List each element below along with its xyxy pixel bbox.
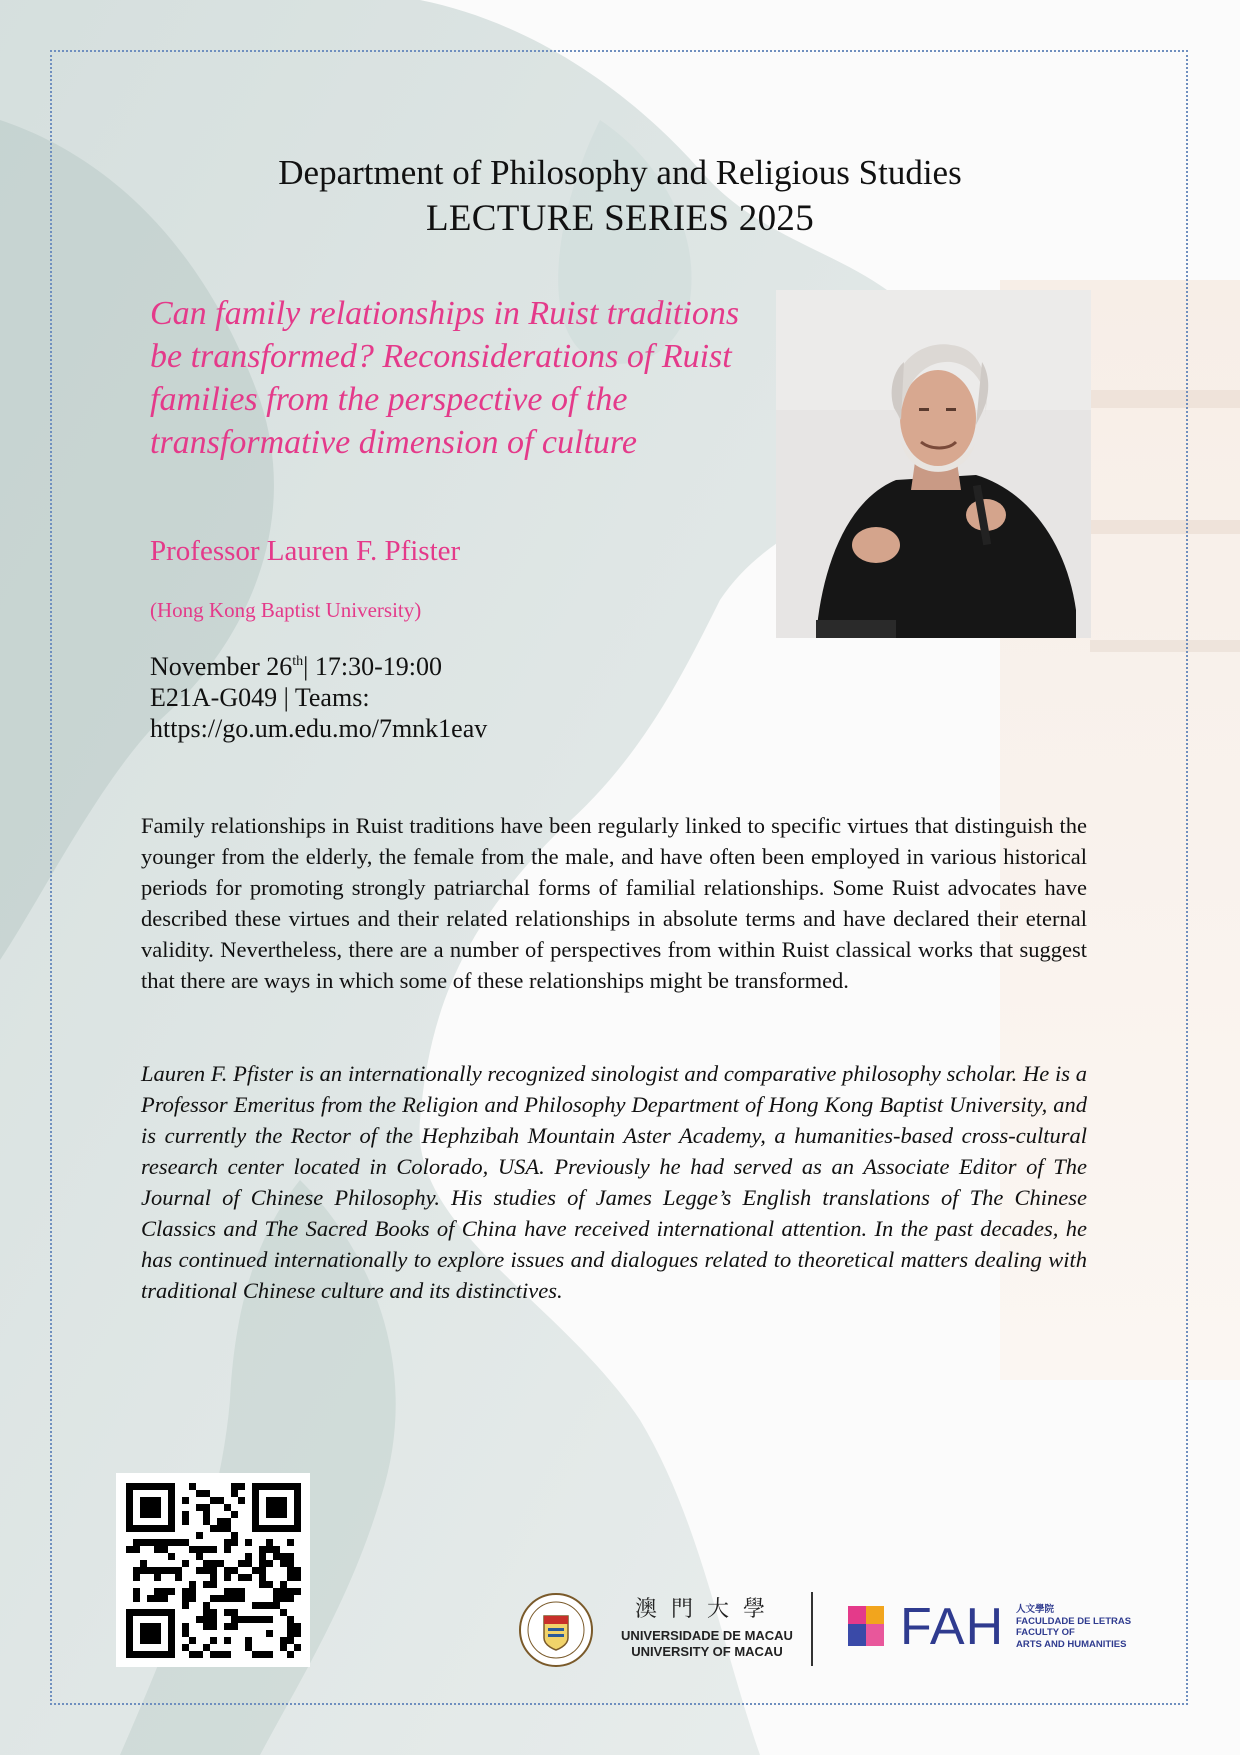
speaker-affiliation: (Hong Kong Baptist University) [150, 598, 422, 622]
qr-code[interactable] [116, 1473, 310, 1667]
event-time: | 17:30-19:00 [303, 652, 442, 681]
series-heading: LECTURE SERIES 2025 [425, 198, 815, 239]
um-chinese-name: 澳門大學 [634, 1597, 779, 1622]
um-english-name: UNIVERSITY OF MACAU [631, 1644, 783, 1659]
fah-english-name-1: FACULTY OF [1016, 1627, 1075, 1638]
abstract-paragraph: Family relationships in Ruist traditions have been regularly linked to specific virtues that distinguish the younger from the elderly, the female from the male, and have often been employed in various historical periods for promoting strongly patriarchal forms of familial relationships. Some Ruist advocates have described these virtues and their related relationships in absolute terms and have declared their eternal validity. Nevertheless, there are a number of perspectives from within Ruist classical works that suggest that there are ways in which some of these relationships might be transformed. [141, 813, 1087, 993]
lecture-title: Can family relationships in Ruist traditions be transformed? Reconsiderations of Ruist families from the perspective of the transformative dimension of culture [150, 295, 740, 461]
fah-portuguese-name: FACULDADE DE LETRAS [1016, 1615, 1132, 1627]
date-suffix: th [292, 654, 304, 669]
fah-chinese-name: 人文學院 [1016, 1604, 1055, 1615]
event-venue: E21A-G049 | Teams: [150, 683, 370, 712]
fah-mark-icon [848, 1606, 894, 1648]
logo-divider [811, 1592, 813, 1666]
fah-names [1016, 1604, 1156, 1650]
um-portuguese-name: UNIVERSIDADE DE MACAU [621, 1628, 793, 1643]
speaker-photo [776, 290, 1091, 638]
um-crest-icon [518, 1592, 594, 1668]
event-details [150, 651, 487, 744]
fah-acronym: FAH [900, 1598, 1005, 1656]
teams-link[interactable]: https://go.um.edu.mo/7mnk1eav [150, 714, 488, 743]
department-heading: Department of Philosophy and Religious Studies [278, 153, 962, 192]
event-date: November 26 [150, 652, 293, 681]
speaker-name: Professor Lauren F. Pfister [150, 535, 461, 567]
event-date-time [150, 651, 487, 682]
bio-paragraph: Lauren F. Pfister is an internationally recognized sinologist and comparative philosophy scholar. He is a Professor Emeritus from the Religion and Philosophy Department of Hong Kong Baptist University, and is currently the Rector of the Hephzibah Mountain Aster Academy, a humanities-based cross-cultural research center located in Colorado, USA. Previously he had served as an Associate Editor of The Journal of Chinese Philosophy. His studies of James Legge’s English translations of The Chinese Classics and The Sacred Books of China have received international attention. In the past decades, he has continued internationally to explore issues and dialogues related to theoretical matters dealing with traditional Chinese culture and its distinctives. [141, 1061, 1087, 1303]
fah-english-name-2: ARTS AND HUMANITIES [1016, 1638, 1127, 1650]
